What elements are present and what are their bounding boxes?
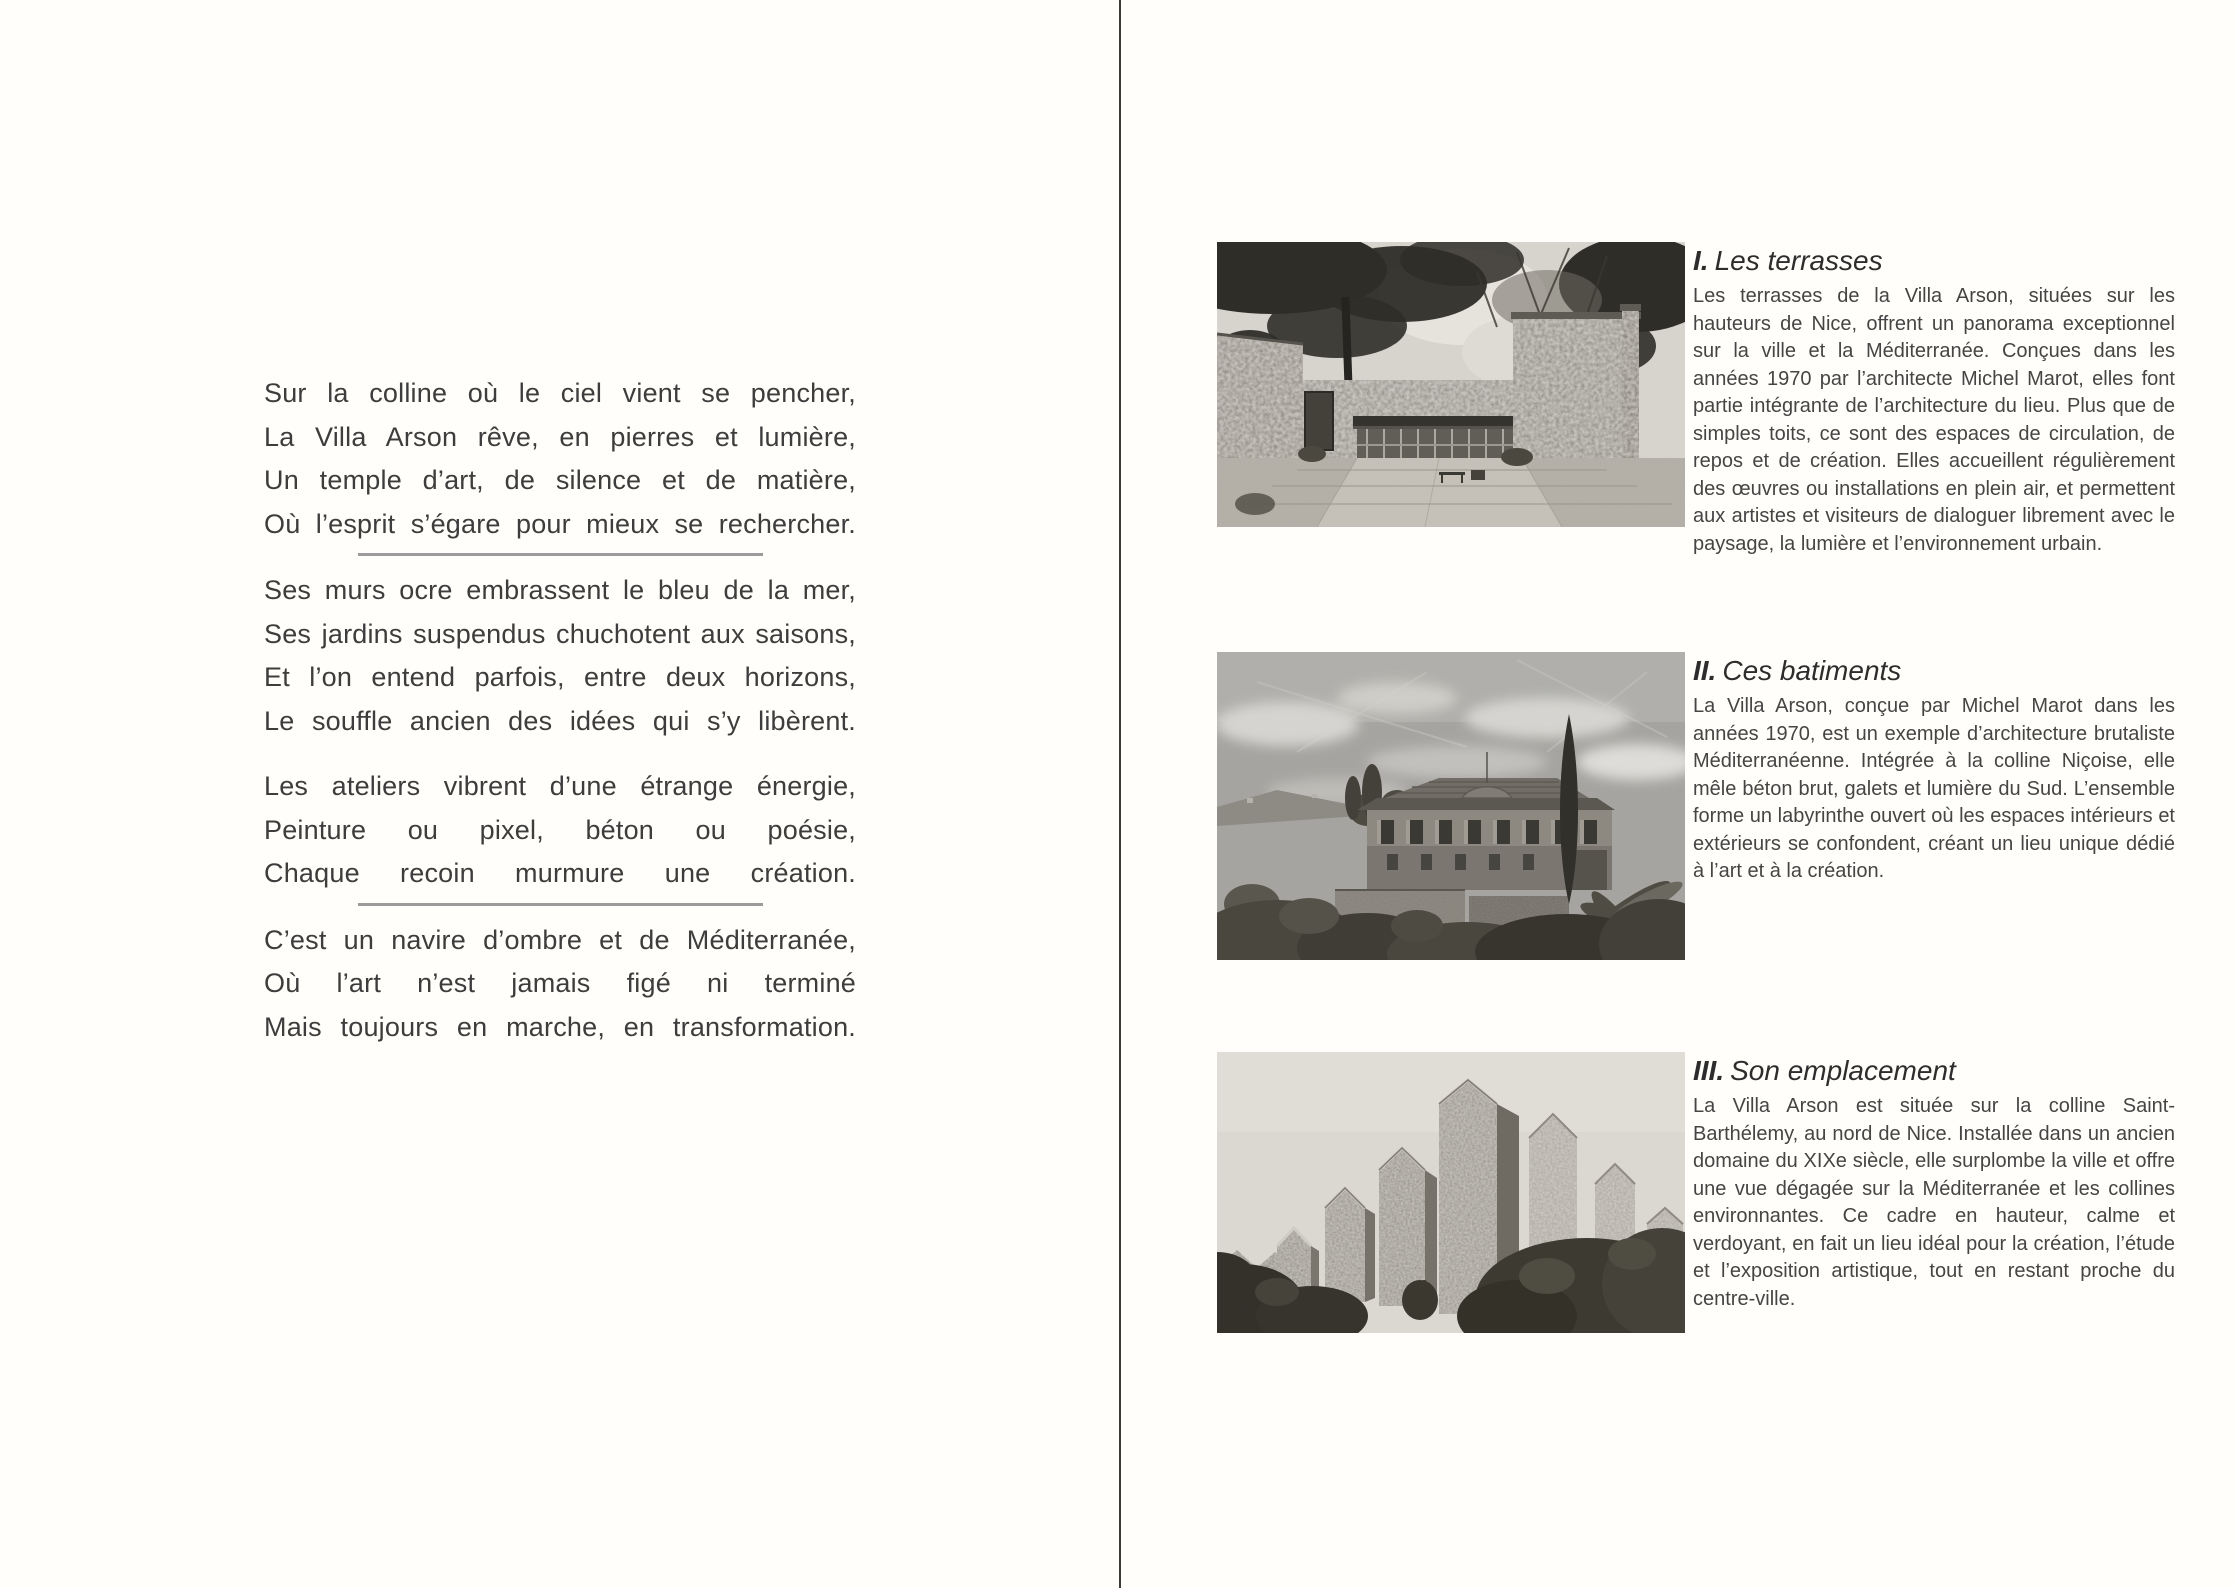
photo-concrete-towers: [1217, 1052, 1685, 1333]
poem-line: Un temple d’art, de silence et de matière,: [264, 465, 856, 495]
stanza-divider: [358, 903, 763, 906]
section-heading: [1693, 244, 2175, 278]
section-text: [1693, 242, 2175, 558]
section-body: La Villa Arson, conçue par Michel Marot dans les années 1970, est un exemple d’architecture brutaliste Méditerranéenne. Intégrée à la colline Niçoise, elle mêle béton brut, galets et lumière du Sud. L’ensemble forme un labyrinthe ouvert où les espaces intérieurs et extérieurs se confondent, créant un lieu unique dédié à l’art et à la création.: [1693, 695, 2175, 882]
section-numeral: I.: [1693, 245, 1709, 276]
section-title: Son emplacement: [1730, 1055, 1956, 1086]
concrete-towers-illustration: [1217, 1052, 1685, 1333]
section-numeral: II.: [1693, 655, 1717, 686]
villa-hillside-illustration: [1217, 652, 1685, 960]
section-heading: [1693, 1054, 2175, 1088]
section-terrasses: [1217, 242, 2189, 558]
poem-line: Où l’art n’est jamais figé ni terminé: [264, 968, 856, 998]
section-batiments: [1217, 652, 2189, 960]
poem-stanza-2: [264, 569, 856, 743]
poem-stanza-1: [264, 372, 856, 546]
section-emplacement: [1217, 1052, 2189, 1333]
page-divider-rule: [1119, 0, 1121, 1588]
poem-line: Peinture ou pixel, béton ou poésie,: [264, 814, 856, 845]
section-heading: [1693, 654, 2175, 688]
section-title: Ces batiments: [1722, 655, 1902, 686]
poem-line: Mais toujours en marche, en transformation.: [264, 1011, 856, 1042]
poem: [264, 372, 856, 1049]
section-text: [1693, 652, 2175, 886]
poem-line: Les ateliers vibrent d’une étrange énergie,: [264, 771, 856, 801]
poem-line: Ses jardins suspendus chuchotent aux saisons,: [264, 618, 856, 649]
section-body: Les terrasses de la Villa Arson, situées sur les hauteurs de Nice, offrent un panorama exceptionnel sur la ville et la Méditerranée. Conçues dans les années 1970 par l’architecte Michel Marot, elles font partie intégrante de l’architecture du lieu. Plus que de simples toits, ce sont des espaces de circulation, de repos et de création. Elles accueillent régulièrement des œuvres ou installations en plein air, et permettent aux artistes et visiteurs de dialoguer librement avec le paysage, la lumière et l’environnement urbain.: [1693, 285, 2175, 555]
poem-line: Sur la colline où le ciel vient se pencher,: [264, 378, 856, 408]
poem-line: Ses murs ocre embrassent le bleu de la mer,: [264, 575, 856, 605]
poem-line: C’est un navire d’ombre et de Méditerranée,: [264, 924, 856, 955]
section-title: Les terrasses: [1714, 245, 1883, 276]
poem-line: Le souffle ancien des idées qui s’y libèrent.: [264, 705, 856, 736]
poem-line: Et l’on entend parfois, entre deux horizons,: [264, 662, 856, 692]
section-body: La Villa Arson est située sur la colline Saint-Barthélemy, au nord de Nice. Installée dans un ancien domaine du XIXe siècle, elle surplombe la ville et offre une vue dégagée sur la Méditerranée et les collines environnantes. Ce cadre en hauteur, calme et verdoyant, en fait un lieu idéal pour la création, l’étude et l’exposition artistique, tout en restant proche du centre-ville.: [1693, 1095, 2175, 1310]
poem-stanza-3: [264, 765, 856, 896]
stanza-divider: [358, 553, 763, 556]
section-numeral: III.: [1693, 1055, 1725, 1086]
poem-line: Où l’esprit s’égare pour mieux se rechercher.: [264, 508, 856, 539]
poem-line: Chaque recoin murmure une création.: [264, 858, 856, 888]
poem-line: La Villa Arson rêve, en pierres et lumière,: [264, 421, 856, 452]
photo-villa-hillside: [1217, 652, 1685, 960]
photo-terraces-courtyard: [1217, 242, 1685, 527]
section-text: [1693, 1052, 2175, 1313]
poem-stanza-4: [264, 919, 856, 1050]
terraces-courtyard-illustration: [1217, 242, 1685, 527]
